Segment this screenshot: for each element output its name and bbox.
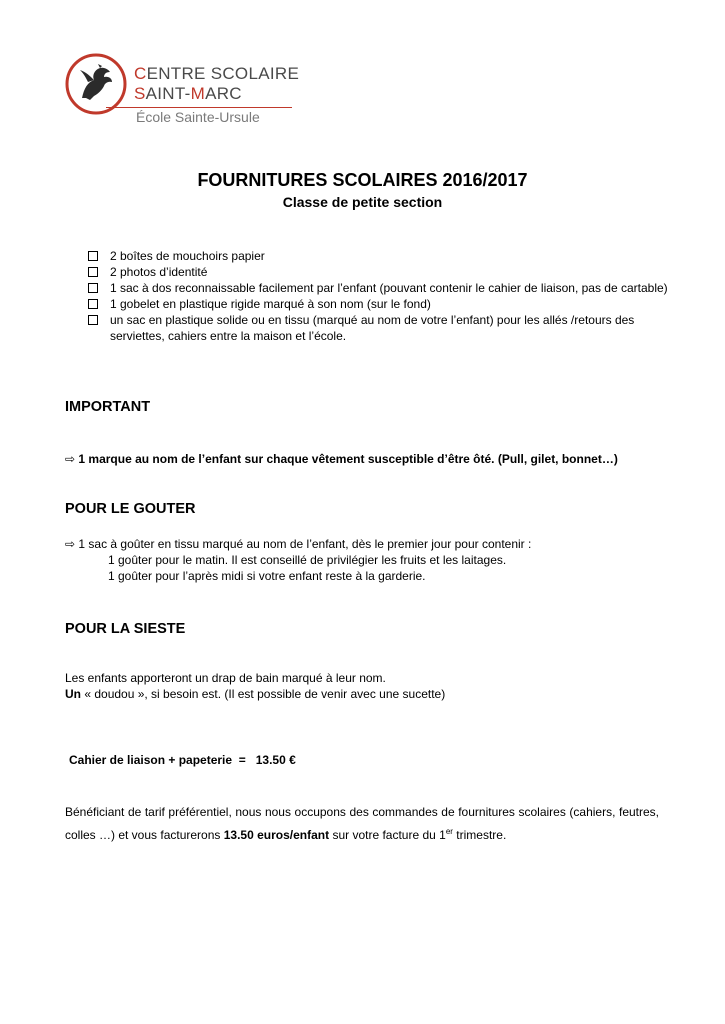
important-heading: IMPORTANT [65,399,151,415]
checklist-item-text: 1 sac à dos reconnaissable facilement par l’enfant (pouvant contenir le cahier de liaison, pas de cartable) [110,281,668,295]
billing-text-2: sur votre facture du 1 [329,828,446,842]
checkbox-icon [88,251,98,261]
gouter-line1-text: 1 sac à goûter en tissu marqué au nom de l’enfant, dès le premier jour pour contenir : [78,537,532,551]
logo-initial: S [134,84,146,103]
checklist-item [88,280,668,296]
billing-amount: 13.50 euros/enfant [223,828,330,842]
checklist-item [88,312,668,344]
logo-initial: C [134,64,147,83]
gouter-heading: POUR LE GOUTER [65,501,196,517]
sieste-heading: POUR LA SIESTE [65,621,186,637]
checklist-item [88,296,668,312]
checklist-item-text: 1 gobelet en plastique rigide marqué à son nom (sur le fond) [110,297,431,311]
logo-initial: M [190,84,206,103]
supplies-checklist [88,248,668,344]
page-title: FOURNITURES SCOLAIRES 2016/2017 [197,170,528,190]
sieste-line2-bold: Un [65,687,81,701]
sieste-line2-text: « doudou », si besoin est. (Il est possible de venir avec une sucette) [81,687,446,701]
gouter-line2: 1 goûter pour le matin. Il est conseillé de privilégier les fruits et les laitages. [108,553,507,567]
checkbox-icon [88,267,98,277]
important-text: 1 marque au nom de l’enfant sur chaque vêtement susceptible d’être ôté. (Pull, gilet, bonnet…) [78,452,618,466]
logo-line2-part1: AINT- [145,84,191,103]
checklist-item-text: 2 photos d’identité [110,265,208,279]
sieste-line2 [65,686,445,702]
checklist-item-text: 2 boîtes de mouchoirs papier [110,249,265,263]
logo-line2-part2: ARC [205,84,242,103]
price-line: Cahier de liaison + papeterie = 13.50 € [69,753,296,767]
billing-text-3: trimestre. [452,828,507,842]
checklist-item [88,264,668,280]
important-note [65,451,665,467]
logo-divider [106,107,292,108]
logo-line1: ENTRE SCOLAIRE [146,64,300,83]
gouter-line3: 1 goûter pour l’après midi si votre enfant reste à la garderie. [108,569,426,583]
billing-paragraph [65,802,659,845]
gouter-line1 [65,536,665,552]
school-subtitle: École Sainte-Ursule [136,109,260,125]
billing-sup: er [445,827,453,836]
arrow-right-icon: ⇨ [65,452,76,466]
checkbox-icon [88,299,98,309]
checkbox-icon [88,283,98,293]
checklist-item [88,248,668,264]
sieste-line1: Les enfants apporteront un drap de bain marqué à leur nom. [65,671,386,685]
arrow-right-icon: ⇨ [65,537,76,551]
school-name [134,64,299,104]
page-subtitle: Classe de petite section [282,194,443,210]
checklist-item-text: un sac en plastique solide ou en tissu (marqué au nom de votre l’enfant) pour les allés /retours des serviettes, cahiers entre la maison et l’école. [110,313,635,343]
checkbox-icon [88,315,98,325]
billing-text-1: Bénéficiant de tarif préférentiel, nous nous occupons des commandes de fournitures scolaires (cahiers, feutres, colles …) et vous facturerons [65,805,659,842]
